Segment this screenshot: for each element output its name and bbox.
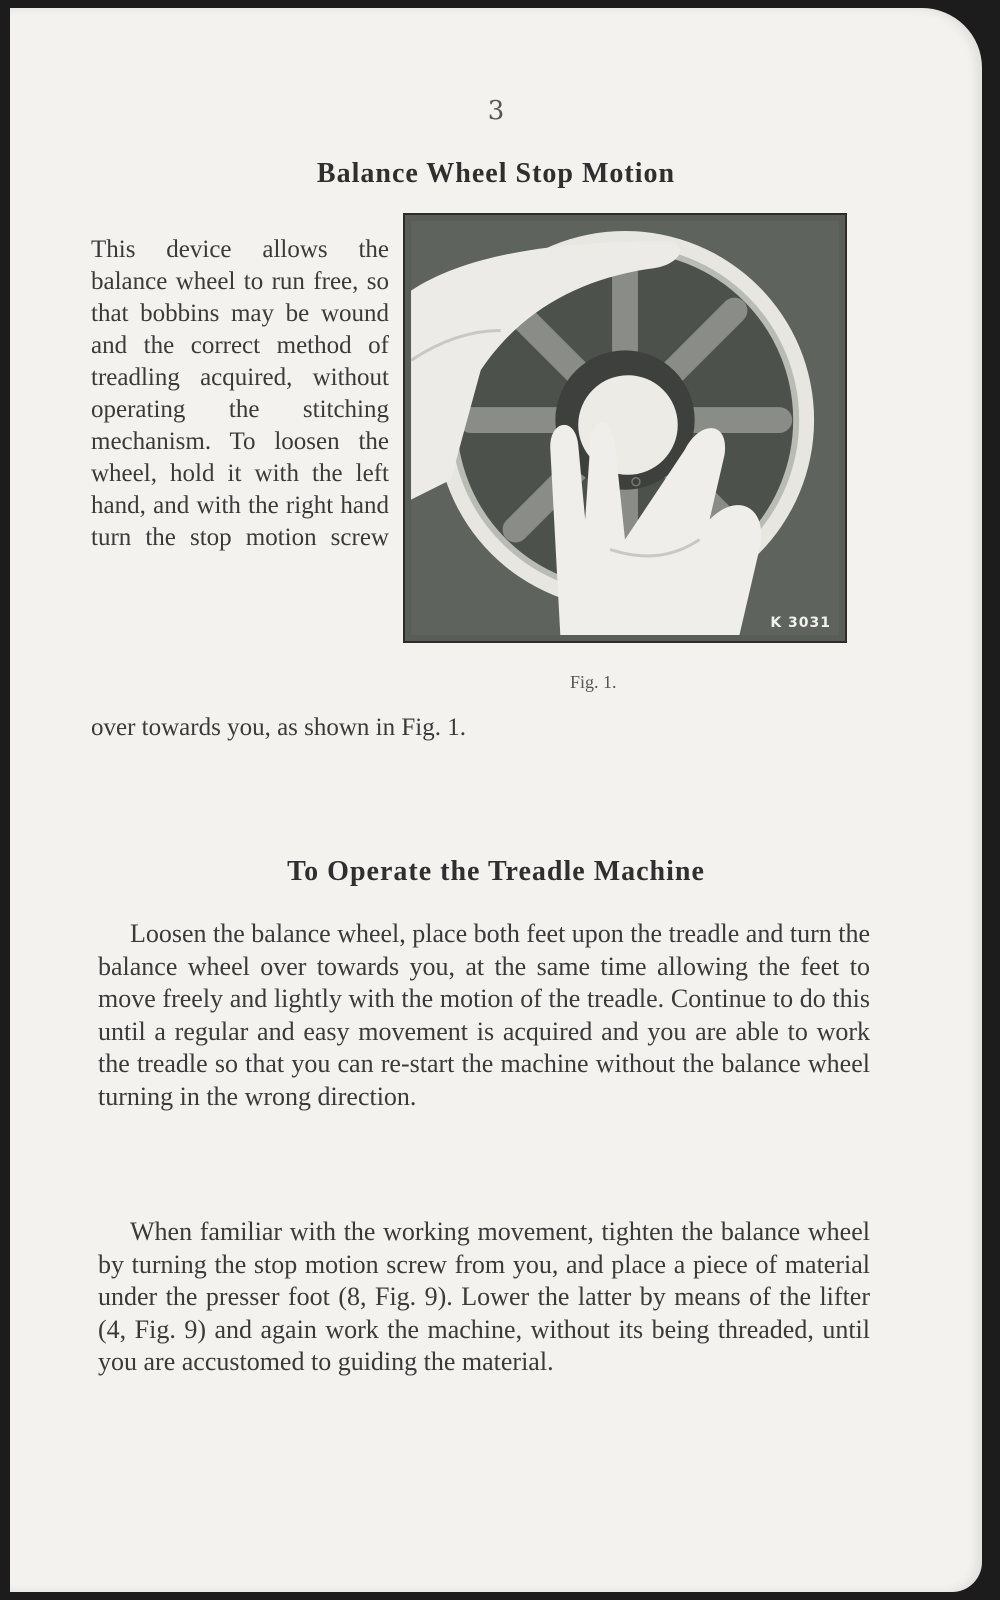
intro-paragraph	[91, 234, 389, 554]
section-heading-balance-wheel: Balance Wheel Stop Motion	[316, 158, 676, 189]
page-number: 3	[487, 96, 505, 126]
section-heading-treadle: To Operate the Treadle Machine	[287, 856, 705, 887]
figure-plate-code: K 3031	[770, 615, 831, 631]
balance-wheel-illustration	[411, 221, 839, 635]
paragraph-tighten-wheel: When familiar with the working movement, tighten the balance wheel by turning the stop motion screw from you, and place a piece of material under the presser foot (8, Fig. 9). Lower the latter by means of the lifter (4, Fig. 9) and again work the machine, without its being threaded, until you are accustomed to guiding the material.	[98, 1217, 870, 1376]
paragraph-loosen-wheel: Loosen the balance wheel, place both feet upon the treadle and turn the balance wheel over towards you, at the same time allowing the feet to move freely and lightly with the motion of the treadle. Continue to do this until a regular and easy movement is acquired and you are able to work the treadle so that you can re-start the machine without the balance wheel turning in the wrong direction.	[98, 919, 870, 1111]
manual-page	[10, 8, 982, 1592]
figure-caption: Fig. 1.	[570, 672, 617, 692]
intro-tail-text: over towards you, as shown in Fig. 1.	[91, 714, 466, 741]
intro-text: This device allows the balance wheel to run free, so that bobbins may be wound and the correct method of treadling acquired, without operating the stitching mechanism. To loosen the wheel, hold it with the left hand, and with the right hand turn the stop motion screw	[91, 236, 389, 551]
figure-balance-wheel-photo	[403, 213, 847, 643]
